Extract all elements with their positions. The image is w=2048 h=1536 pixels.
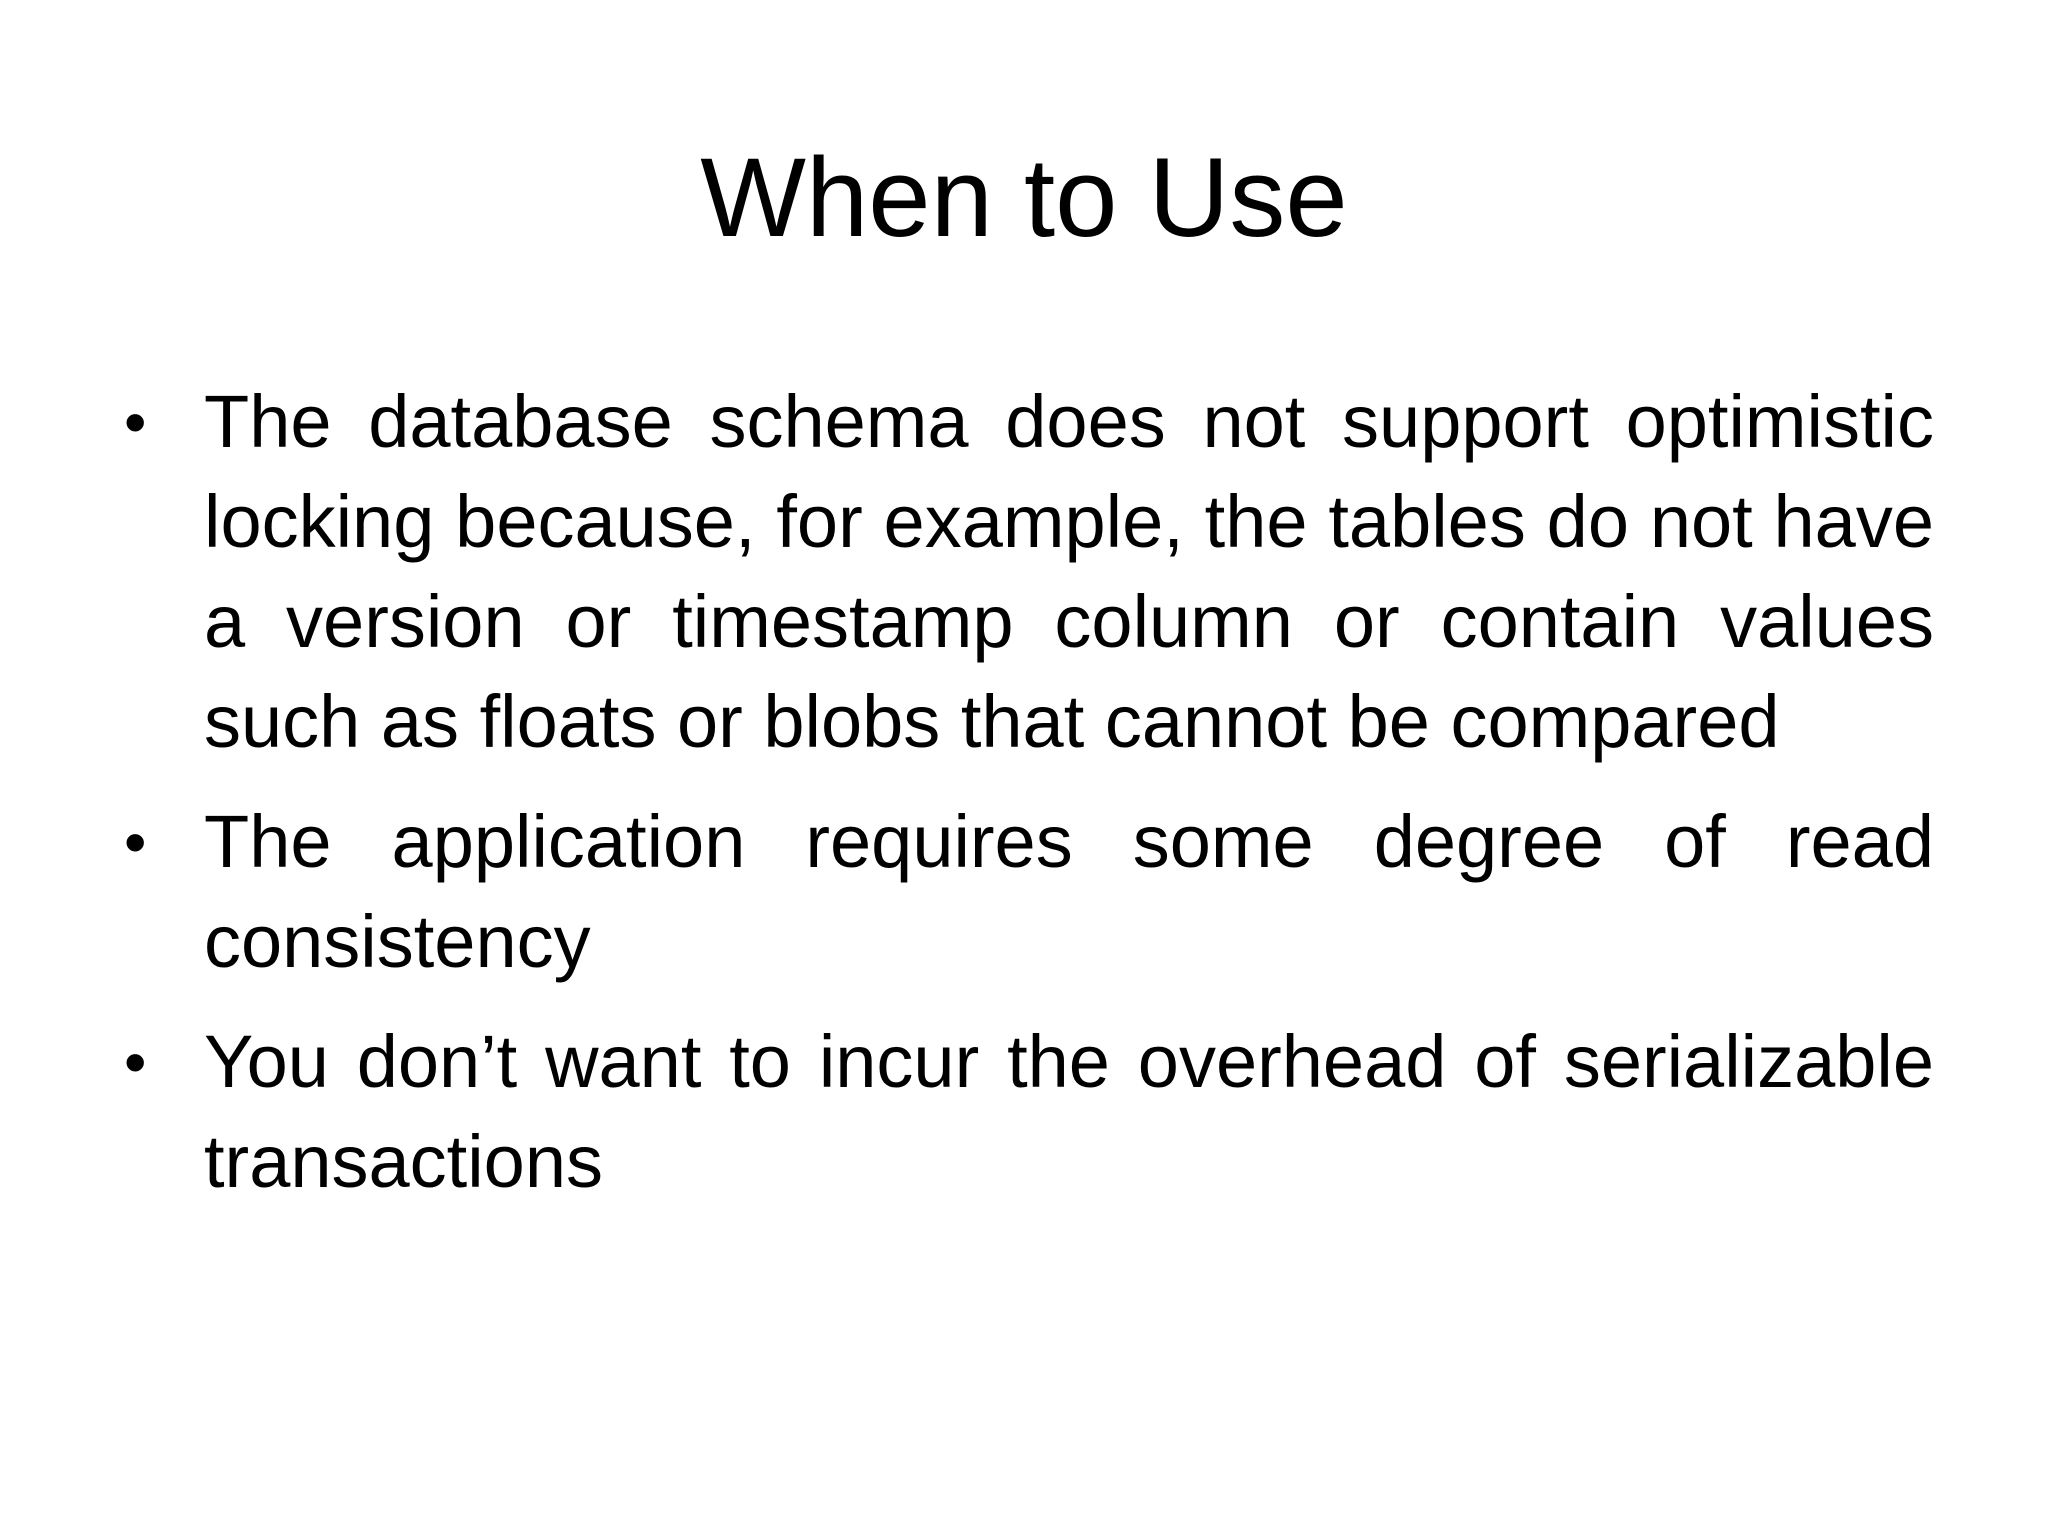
slide-title: When to Use: [700, 135, 1348, 260]
bullet-marker: •: [124, 806, 147, 878]
bullet-text: The application requires some degree of read consistency: [204, 800, 1934, 983]
bullet-marker: •: [124, 1026, 147, 1098]
bullet-text: The database schema does not support optimistic locking because, for example, the tables do not have a version or timestamp column or contain values such as floats or blobs that cannot be compared: [204, 380, 1934, 763]
bullet-item: [124, 372, 1934, 772]
bullet-item: [124, 792, 1934, 992]
bullet-text: You don’t want to incur the overhead of serializable transactions: [204, 1020, 1934, 1203]
bullet-marker: •: [124, 386, 147, 458]
bullet-item: [124, 1012, 1934, 1212]
bullet-list: [124, 372, 1934, 1232]
